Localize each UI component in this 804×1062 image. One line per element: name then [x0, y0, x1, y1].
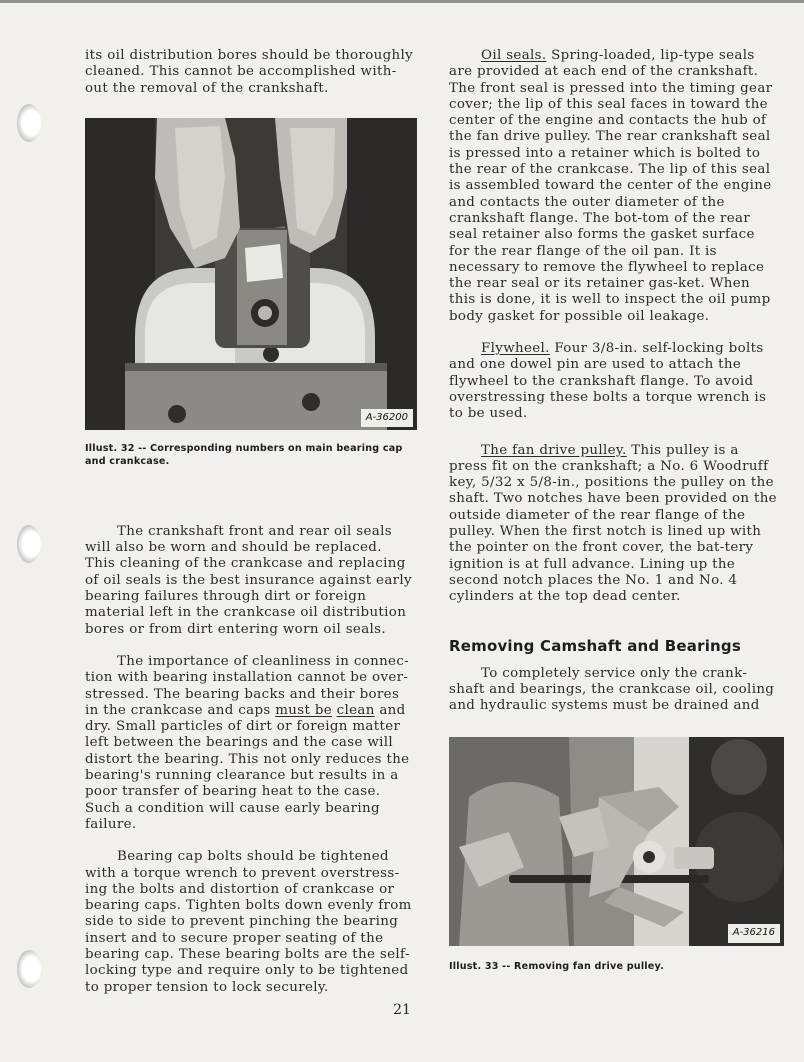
pulley-puller-photo [449, 737, 784, 946]
figure-code: A-36200 [361, 409, 413, 427]
figure-crankshaft-bearing-cap [85, 118, 417, 430]
continuation-paragraph: its oil distribution bores should be thoroughly cleaned. This cannot be accomplished with-out the removal of the crankshaft. [85, 48, 414, 96]
paragraph-removing-camshaft: To completely service only the crank-shaft and bearings, the crankcase oil, cooling and hydraulic systems must be drained and [449, 665, 775, 714]
underlined-emphasis: must be [275, 702, 333, 718]
figure-caption: Illust. 33 -- Removing fan drive pulley. [449, 960, 664, 972]
paragraph-text: The importance of cleanliness in connec-tion with bearing installation cannot be over-stressed. The bearing backs and their bores in the crankcase and caps [85, 653, 410, 718]
paragraph-fan-drive-pulley [449, 443, 779, 606]
binder-hole [17, 525, 41, 563]
run-in-heading: The fan drive pulley. [481, 442, 627, 458]
paragraph-text: Four 3/8-in. self-locking bolts and one dowel pin are used to attach the flywheel to the crankshaft flange. To avoid overstressing these bolts a torque wrench is to be used. [449, 341, 767, 422]
paragraph-oil-seals-replacement: The crankshaft front and rear oil seals will also be worn and should be replaced. This cleaning of the crankcase and replacing of oil seals is the best insurance against early bearing failures through dirt or foreign material left in the crankcase oil distribution bores or from dirt entering worn oil seals. [85, 523, 412, 637]
paragraph-oil-seals [449, 48, 779, 325]
paragraph-cleanliness [85, 654, 415, 833]
bearing-cap-photo [85, 118, 417, 430]
page-top-rule [0, 0, 804, 3]
right-column [449, 48, 779, 973]
figure-fan-pulley-removal [449, 737, 784, 946]
left-column [85, 48, 415, 996]
binder-hole [17, 104, 41, 142]
run-in-heading: Oil seals. [481, 48, 547, 63]
paragraph-text: Spring-loaded, lip-type seals are provided at each end of the crankshaft. The front seal is pressed into the timing gear cover; the lip of this seal faces in toward the center of the engine and contacts the hub of the fan drive pulley. The rear crankshaft seal is pressed into a retainer which is bolted to the rear of the crankcase. The lip of this seal is assembled toward the center of the engine and contacts the outer diameter of the crankshaft flange. The bot-tom of the rear seal retainer also forms the gasket surface for the rear flange of the oil pan. It is necessary to remove the flywheel to replace the rear seal or its retainer gas-ket. When this is done, it is well to inspect the oil pump body gasket for possible oil leakage. [449, 48, 773, 324]
figure-code: A-36216 [728, 924, 780, 942]
run-in-heading: Flywheel. [481, 341, 550, 357]
binder-hole [17, 950, 41, 988]
underlined-emphasis: clean [336, 702, 375, 718]
paragraph-flywheel [449, 341, 779, 422]
figure-caption: Illust. 32 -- Corresponding numbers on main bearing cap and crankcase. [85, 442, 403, 467]
page-number: 21 [393, 1002, 411, 1018]
paragraph-text: and dry. Small particles of dirt or foreign matter left between the bearings and the case will distort the bearing. This not only reduces the bearing's running clearance but results in a poor transfer of bearing heat to the case. Such a condition will cause early bearing failure. [85, 702, 410, 832]
paragraph-cap-bolts: Bearing cap bolts should be tightened with a torque wrench to prevent overstress-ing the bolts and distortion of crankcase or bearing caps. Tighten bolts down evenly from side to side to prevent pinching the bearing insert and to secure proper seating of the bearing cap. These bearing bolts are the self-locking type and require only to be tightened to proper tension to lock securely. [85, 849, 412, 995]
paragraph-text: This pulley is a press fit on the crankshaft; a No. 6 Woodruff key, 5/32 x 5/8-in., positions the pulley on the shaft. Two notches have been provided on the outside diameter of the rear flange of the pulley. When the first notch is lined up with the pointer on the front cover, the bat-tery ignition is at full advance. Lining up the second notch places the No. 1 and No. 4 cylinders at the top dead center. [449, 442, 777, 605]
section-heading: Removing Camshaft and Bearings [449, 636, 741, 655]
